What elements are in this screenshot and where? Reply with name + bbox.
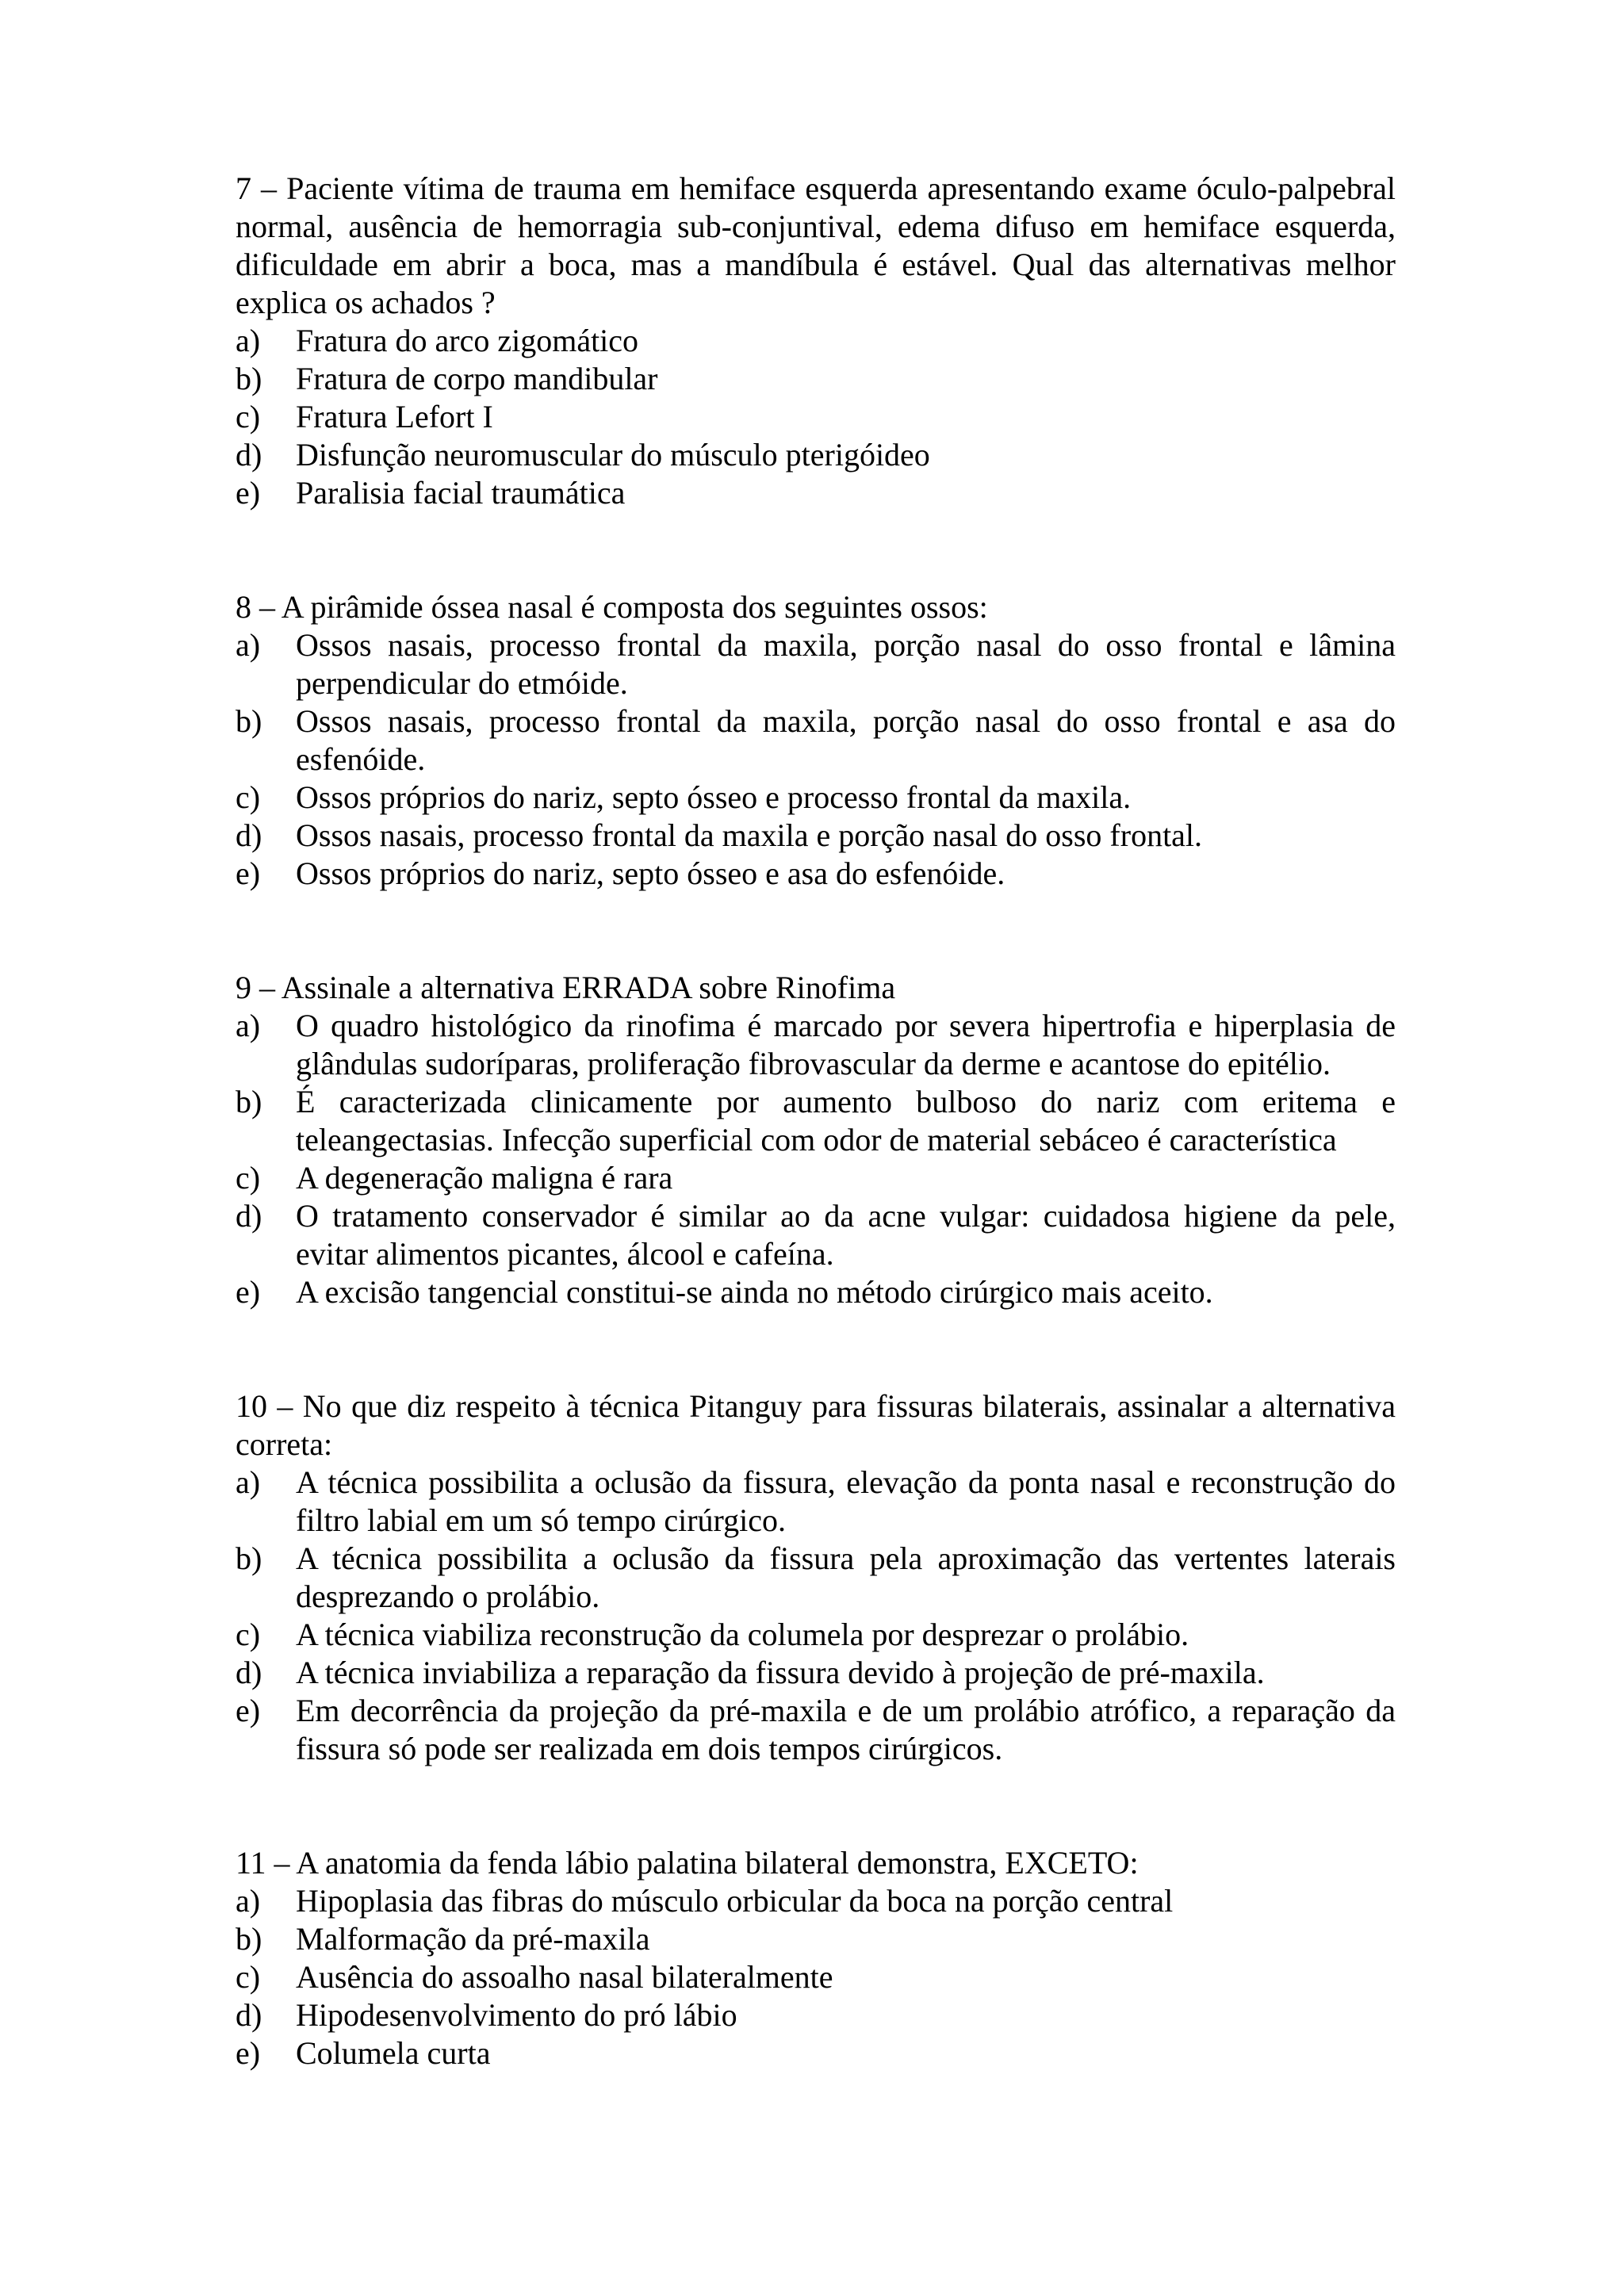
option-text: A degeneração maligna é rara	[296, 1160, 673, 1196]
options-list	[236, 1007, 1396, 1311]
option-text: Hipodesenvolvimento do pró lábio	[296, 1997, 737, 2033]
option-text: Ossos próprios do nariz, septo ósseo e processo frontal da maxila.	[296, 779, 1132, 815]
option-letter: e)	[236, 475, 261, 511]
option-letter: c)	[236, 1617, 261, 1652]
option-text: A técnica possibilita a oclusão da fissura, elevação da ponta nasal e reconstrução do filtro labial em um só tempo cirúrgico.	[296, 1464, 1396, 1538]
option-d	[236, 1654, 1396, 1692]
option-letter: a)	[236, 627, 261, 663]
option-letter: c)	[236, 1959, 261, 1995]
option-e	[236, 1273, 1396, 1311]
option-b	[236, 1083, 1396, 1159]
option-text: É caracterizada clinicamente por aumento bulboso do nariz com eritema e teleangectasias. Infecção superficial com odor de material sebáceo é característica	[296, 1084, 1396, 1158]
question-stem: 8 – A pirâmide óssea nasal é composta dos seguintes ossos:	[236, 589, 988, 625]
option-letter: b)	[236, 1540, 262, 1576]
option-text: Ossos próprios do nariz, septo ósseo e asa do esfenóide.	[296, 855, 1005, 891]
option-a	[236, 322, 1396, 360]
option-text: A técnica possibilita a oclusão da fissura pela aproximação das vertentes laterais desprezando o prolábio.	[296, 1540, 1396, 1614]
option-letter: b)	[236, 703, 262, 739]
option-text: Ossos nasais, processo frontal da maxila, porção nasal do osso frontal e lâmina perpendicular do etmóide.	[296, 627, 1396, 701]
option-b	[236, 1920, 1396, 1958]
options-list	[236, 1464, 1396, 1768]
question-7	[236, 170, 1396, 512]
option-a	[236, 626, 1396, 702]
option-c	[236, 1958, 1396, 1996]
option-letter: e)	[236, 855, 261, 891]
option-c	[236, 1159, 1396, 1197]
option-b	[236, 360, 1396, 398]
option-letter: a)	[236, 1464, 261, 1500]
option-text: Hipoplasia das fibras do músculo orbicular da boca na porção central	[296, 1883, 1174, 1919]
option-text: Em decorrência da projeção da pré-maxila e de um prolábio atrófico, a reparação da fissura só pode ser realizada em dois tempos cirúrgicos.	[296, 1693, 1396, 1766]
option-text: Columela curta	[296, 2035, 491, 2071]
question-stem: 7 – Paciente vítima de trauma em hemiface esquerda apresentando exame óculo-palpebral normal, ausência de hemorragia sub-conjuntival, edema difuso em hemiface esquerda, dificuldade em abrir a boca, mas a mandíbula é estável. Qual das alternativas melhor explica os achados ?	[236, 170, 1396, 320]
option-letter: a)	[236, 1008, 261, 1043]
option-text: A técnica inviabiliza a reparação da fissura devido à projeção de pré-maxila.	[296, 1655, 1265, 1690]
question-9	[236, 969, 1396, 1311]
option-text: O quadro histológico da rinofima é marcado por severa hipertrofia e hiperplasia de glândulas sudoríparas, proliferação fibrovascular da derme e acantose do epitélio.	[296, 1008, 1396, 1081]
option-e	[236, 2034, 1396, 2072]
options-list	[236, 322, 1396, 512]
option-letter: b)	[236, 1921, 262, 1957]
option-a	[236, 1007, 1396, 1083]
option-text: Fratura de corpo mandibular	[296, 361, 658, 396]
question-stem: 11 – A anatomia da fenda lábio palatina bilateral demonstra, EXCETO:	[236, 1845, 1139, 1881]
option-text: Fratura Lefort I	[296, 399, 493, 434]
options-list	[236, 1882, 1396, 2072]
option-text: Disfunção neuromuscular do músculo pterigóideo	[296, 437, 930, 473]
question-11	[236, 1844, 1396, 2072]
option-letter: e)	[236, 2035, 261, 2071]
question-stem: 10 – No que diz respeito à técnica Pitanguy para fissuras bilaterais, assinalar a alternativa correta:	[236, 1388, 1396, 1462]
option-letter: d)	[236, 817, 262, 853]
option-d	[236, 817, 1396, 855]
option-letter: b)	[236, 361, 262, 396]
option-b	[236, 1540, 1396, 1616]
option-letter: d)	[236, 1655, 262, 1690]
option-text: A técnica viabiliza reconstrução da columela por desprezar o prolábio.	[296, 1617, 1189, 1652]
option-letter: e)	[236, 1693, 261, 1728]
option-d	[236, 436, 1396, 474]
option-letter: d)	[236, 437, 262, 473]
question-10	[236, 1387, 1396, 1768]
options-list	[236, 626, 1396, 893]
option-letter: a)	[236, 1883, 261, 1919]
option-letter: b)	[236, 1084, 262, 1119]
option-letter: c)	[236, 1160, 261, 1196]
option-a	[236, 1882, 1396, 1920]
option-d	[236, 1996, 1396, 2034]
option-letter: c)	[236, 779, 261, 815]
option-text: Paralisia facial traumática	[296, 475, 626, 511]
question-stem: 9 – Assinale a alternativa ERRADA sobre Rinofima	[236, 970, 896, 1005]
option-c	[236, 1616, 1396, 1654]
option-e	[236, 855, 1396, 893]
option-letter: d)	[236, 1198, 262, 1234]
option-e	[236, 1692, 1396, 1768]
option-e	[236, 474, 1396, 512]
option-letter: c)	[236, 399, 261, 434]
option-b	[236, 702, 1396, 779]
option-letter: e)	[236, 1274, 261, 1310]
option-c	[236, 779, 1396, 817]
option-text: Ossos nasais, processo frontal da maxila, porção nasal do osso frontal e asa do esfenóide.	[296, 703, 1396, 777]
option-d	[236, 1197, 1396, 1273]
option-text: Fratura do arco zigomático	[296, 323, 639, 358]
option-a	[236, 1464, 1396, 1540]
option-c	[236, 398, 1396, 436]
option-text: A excisão tangencial constitui-se ainda no método cirúrgico mais aceito.	[296, 1274, 1213, 1310]
option-text: Ausência do assoalho nasal bilateralmente	[296, 1959, 833, 1995]
option-text: O tratamento conservador é similar ao da acne vulgar: cuidadosa higiene da pele, evitar alimentos picantes, álcool e cafeína.	[296, 1198, 1396, 1272]
option-text: Malformação da pré-maxila	[296, 1921, 650, 1957]
option-letter: d)	[236, 1997, 262, 2033]
question-8	[236, 588, 1396, 893]
option-letter: a)	[236, 323, 261, 358]
option-text: Ossos nasais, processo frontal da maxila e porção nasal do osso frontal.	[296, 817, 1203, 853]
exam-page	[236, 170, 1396, 2072]
